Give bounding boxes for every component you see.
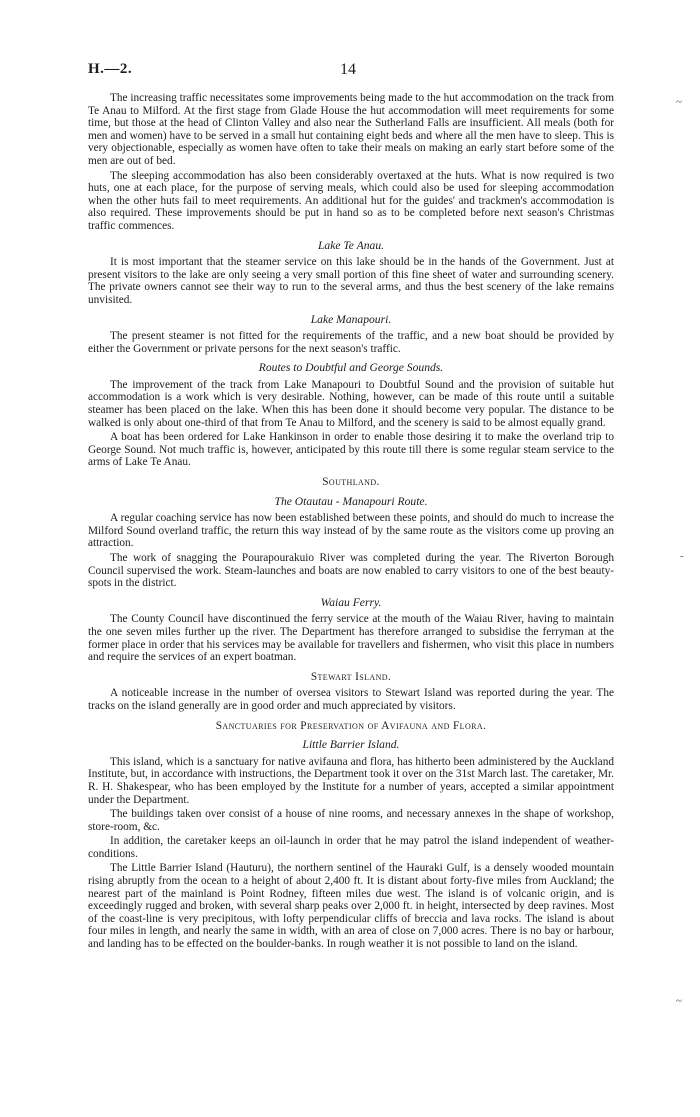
section-heading: Sanctuaries for Preservation of Avifauna and Flora. [215, 719, 487, 732]
paragraph: A boat has been ordered for Lake Hankinson in order to enable those desiring it to make the overland trip to George Sound. Not much traffic is, however, anticipated by this route till there is some regular steam service to the arms of Lake Te Anau. [88, 431, 614, 469]
paragraph: This island, which is a sanctuary for native avifauna and flora, has hitherto been administered by the Auckland Institute, but, in accordance with instructions, the Department took it over on the 31st March last. The caretaker, Mr. R. H. Shakespear, who has been employed by the Institute for a number of years, accepted a similar appointment under the Department. [88, 755, 614, 806]
subsection-heading: The Otautau - Manapouri Route. [274, 494, 428, 508]
margin-mark-icon: ~ [676, 96, 682, 108]
paragraph: In addition, the caretaker keeps an oil-launch in order that he may patrol the island independent of weather-conditions. [88, 835, 614, 860]
subsection-heading: Waiau Ferry. [320, 595, 382, 609]
subsection-heading: Little Barrier Island. [302, 738, 400, 752]
document-reference: H.—2. [88, 61, 133, 77]
paragraph: The sleeping accommodation has also been considerably overtaxed at the huts. What is now required is two huts, one at each place, for the purpose of serving meals, which could also be used for sleeping accommodation when the other huts fail to meet requirements. An additional hut for the guides' and trackmen's accommodation is also required. These improvements should be put in hand so as to be completed before next season's Christmas traffic commences. [88, 169, 614, 232]
paragraph: It is most important that the steamer service on this lake should be in the hands of the Government. Just at present visitors to the lake are only seeing a very small portion of this fine sheet of water and surrounding scenery. The private owners cannot see their way to run to the several arms, and thus the best scenery of the lake remains unvisited. [88, 256, 614, 306]
subsection-heading: Lake Manapouri. [310, 312, 392, 326]
paragraph: The present steamer is not fitted for the requirements of the traffic, and a new boat should be provided by either the Government or private persons for the next season's traffic. [88, 330, 614, 355]
subsection-heading: Routes to Doubtful and George Sounds. [258, 361, 444, 375]
paragraph: A regular coaching service has now been established between these points, and should do much to increase the Milford Sound overland traffic, the return this way instead of by the same route as the visitors come up proving an attraction. [88, 512, 614, 550]
page-number: 14 [340, 61, 356, 78]
margin-mark-icon: - [680, 550, 684, 562]
paragraph: The buildings taken over consist of a house of nine rooms, and necessary annexes in the shape of workshop, store-room, &c. [88, 808, 614, 833]
document-body [88, 92, 614, 951]
paragraph: The work of snagging the Pourapourakuio River was completed during the year. The Riverton Borough Council supervised the work. Steam-launches and boats are now enabled to carry visitors to one of the best beauty-spots in the district. [88, 552, 614, 590]
paragraph: The improvement of the track from Lake Manapouri to Doubtful Sound and the provision of suitable hut accommodation is a work which is very desirable. Nothing, however, can be made of this route until a suitable steamer has been placed on the lake. When this has been done it should become very popular. The distance to be walked is only about one-third of that from Te Anau to Milford, and the scenery is said to be almost equally grand. [88, 378, 614, 429]
subsection-heading: Lake Te Anau. [317, 238, 385, 252]
paragraph: The Little Barrier Island (Hauturu), the northern sentinel of the Hauraki Gulf, is a densely wooded mountain rising abruptly from the ocean to a height of about 2,400 ft. It is distant about forty-five miles from Auckland; the nearest part of the mainland is Point Rodney, fifteen miles due west. The island is of volcanic origin, and is exceedingly rugged and broken, with several sharp peaks over 2,000 ft. in height, intersected by deep ravines. Most of the coast-line is very precipitous, with lofty perpendicular cliffs of breccia and lava rocks. The island is about four miles in length, and nearly the same in width, with an area of close on 7,000 acres. There is no bay or harbour, and landing has to be effected on the boulder-banks. In rough weather it is not possible to land on the island. [88, 862, 614, 951]
section-heading: Stewart Island. [310, 670, 392, 683]
paragraph: A noticeable increase in the number of oversea visitors to Stewart Island was reported during the year. The tracks on the island generally are in good order and much appreciated by visitors. [88, 687, 614, 712]
paragraph: The increasing traffic necessitates some improvements being made to the hut accommodation on the track from Te Anau to Milford. At the first stage from Glade House the hut accommodation will meet requirements for some time, but those at the head of Clinton Valley and also near the Sutherland Falls are insufficient. All meals (both for men and women) have to be served in a small hut containing eight beds and where all the men have to sleep. This is very objectionable, especially as women have often to take their meals on making an early start before some of the men are out of bed. [88, 92, 614, 167]
paragraph: The County Council have discontinued the ferry service at the mouth of the Waiau River, having to maintain the one seven miles further up the river. The Department has therefore arranged to subsidise the ferryman at the former place in order that his services may be available for travellers and fishermen, who visit this place in numbers and require the services of an expert boatman. [88, 613, 614, 664]
margin-mark-icon: ~ [676, 995, 682, 1007]
section-heading: Southland. [322, 476, 380, 489]
